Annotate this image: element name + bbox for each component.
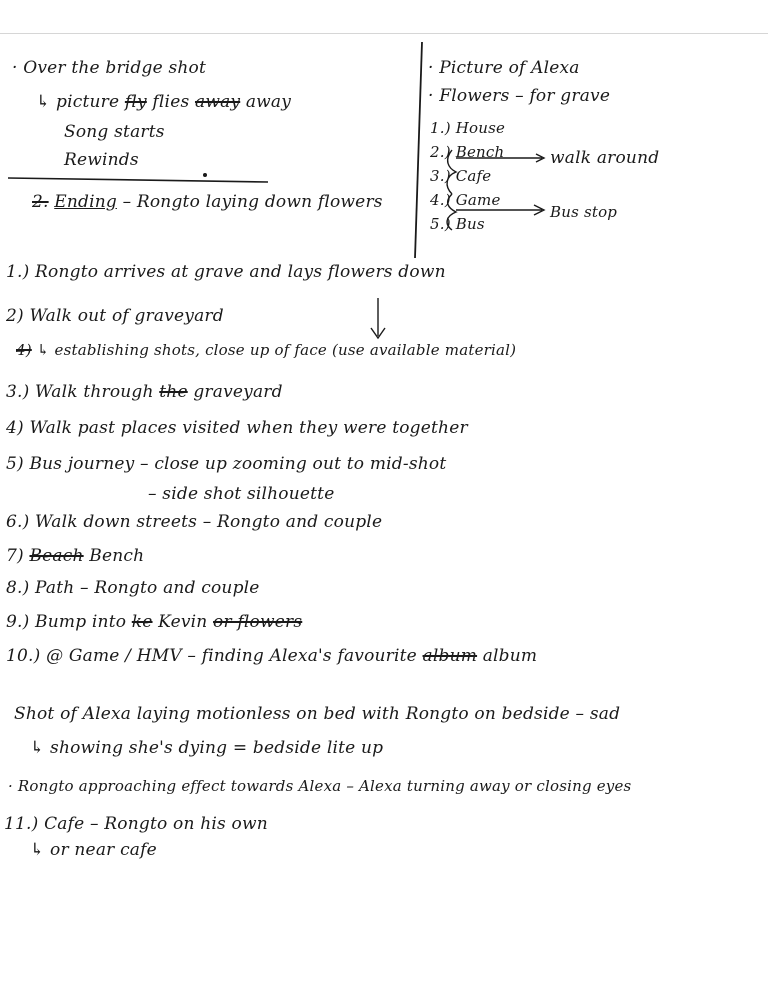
location-cafe: 3.) Cafe bbox=[430, 167, 492, 185]
list-item-7: 7) Beach Bench bbox=[6, 546, 145, 566]
list-item-1: 1.) Rongto arrives at grave and lays flowers down bbox=[6, 262, 446, 282]
note-song-starts: Song starts bbox=[64, 122, 165, 142]
note-bus-stop: Bus stop bbox=[550, 203, 618, 221]
list-item-9: 9.) Bump into ke Kevin or flowers bbox=[6, 612, 303, 632]
note-flowers-for-grave: · Flowers – for grave bbox=[428, 86, 611, 106]
list-item-5: 5) Bus journey – close up zooming out to mid-shot bbox=[6, 454, 447, 474]
list-item-2-sub: 4) ↳ establishing shots, close up of face (use available material) bbox=[16, 341, 517, 359]
location-house: 1.) House bbox=[430, 119, 506, 137]
note-ending: 2. Ending – Rongto laying down flowers bbox=[32, 192, 383, 212]
location-bus: 5.) Bus bbox=[430, 215, 485, 233]
list-item-6: 6.) Walk down streets – Rongto and couple bbox=[6, 512, 383, 532]
list-item-5-sub: – side shot silhouette bbox=[148, 484, 335, 504]
list-item-8: 8.) Path – Rongto and couple bbox=[6, 578, 260, 598]
note-rongto-approaching: · Rongto approaching effect towards Alexa – Alexa turning away or closing eyes bbox=[8, 777, 632, 795]
note-rewinds: Rewinds bbox=[64, 150, 139, 170]
note-picture-flies: ↳ picture fly flies away away bbox=[36, 92, 292, 112]
list-item-3: 3.) Walk through the graveyard bbox=[6, 382, 283, 402]
note-picture-of-alexa: · Picture of Alexa bbox=[428, 58, 580, 78]
note-bridge-shot: · Over the bridge shot bbox=[12, 58, 206, 78]
location-bench: 2.) Bench bbox=[430, 143, 505, 161]
note-showing-dying: ↳ showing she's dying = bedside lite up bbox=[30, 738, 384, 758]
list-item-10: 10.) @ Game / HMV – finding Alexa's favourite album album bbox=[6, 646, 538, 666]
list-item-2: 2) Walk out of graveyard bbox=[6, 306, 224, 326]
list-item-4: 4) Walk past places visited when they were together bbox=[6, 418, 468, 438]
list-item-11-sub: ↳ or near cafe bbox=[30, 840, 157, 860]
note-shot-of-alexa: Shot of Alexa laying motionless on bed with Rongto on bedside – sad bbox=[14, 704, 621, 724]
list-item-11: 11.) Cafe – Rongto on his own bbox=[4, 814, 268, 834]
note-walk-around: walk around bbox=[550, 148, 660, 168]
page-top-edge bbox=[0, 33, 768, 34]
location-game: 4.) Game bbox=[430, 191, 501, 209]
